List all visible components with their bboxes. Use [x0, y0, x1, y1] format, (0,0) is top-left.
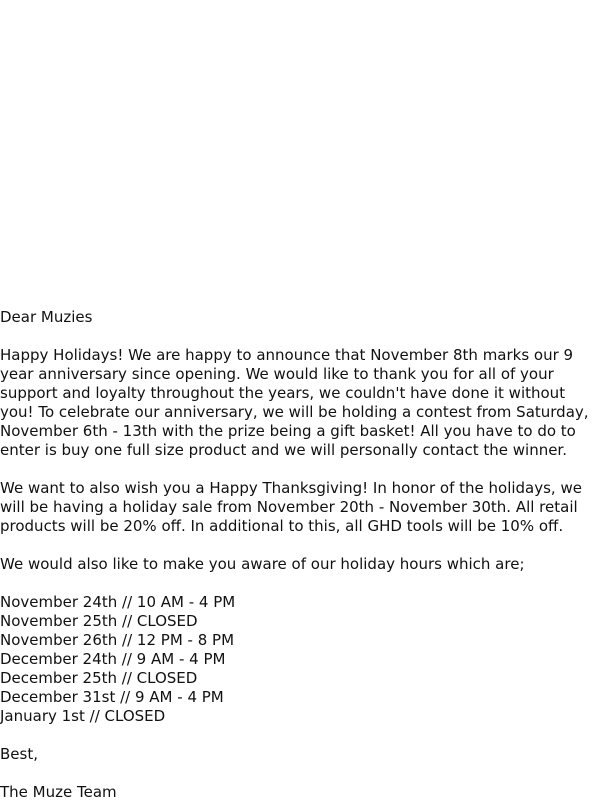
- signature: The Muze Team: [0, 783, 117, 801]
- letter-body: [0, 308, 598, 802]
- holiday-hours-intro: We would also like to make you aware of our holiday hours which are;: [0, 555, 525, 573]
- thanksgiving-paragraph: We want to also wish you a Happy Thanksgiving! In honor of the holidays, we will be having a holiday sale from November 20th - November 30th. All retail products will be 20% off. In additional to this, all GHD tools will be 10% off.: [0, 479, 582, 535]
- holiday-hours-item: December 24th // 9 AM - 4 PM: [0, 650, 226, 668]
- anniversary-paragraph: Happy Holidays! We are happy to announce that November 8th marks our 9 year anniversary since opening. We would like to thank you for all of your support and loyalty throughout the years, we couldn't have done it without you! To celebrate our anniversary, we will be holding a contest from Saturday, November 6th - 13th with the prize being a gift basket! All you have to do to enter is buy one full size product and we will personally contact the winner.: [0, 346, 589, 459]
- holiday-hours-item: November 25th // CLOSED: [0, 612, 198, 630]
- holiday-hours-item: December 25th // CLOSED: [0, 669, 198, 687]
- holiday-hours-item: January 1st // CLOSED: [0, 707, 166, 725]
- greeting: Dear Muzies: [0, 308, 93, 326]
- holiday-hours-item: November 24th // 10 AM - 4 PM: [0, 593, 236, 611]
- closing: Best,: [0, 745, 38, 763]
- holiday-hours-item: November 26th // 12 PM - 8 PM: [0, 631, 235, 649]
- holiday-hours-list: [0, 593, 598, 726]
- holiday-hours-item: December 31st // 9 AM - 4 PM: [0, 688, 224, 706]
